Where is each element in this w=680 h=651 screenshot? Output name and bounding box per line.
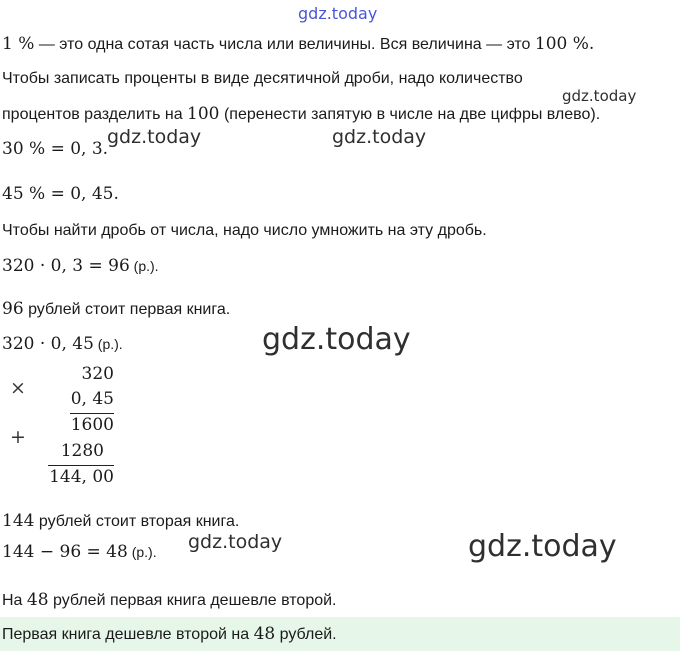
math-inline: 100 bbox=[187, 104, 220, 124]
equation bbox=[2, 333, 123, 356]
answer-box bbox=[0, 617, 680, 651]
math-inline: 144 − 96 = 48 bbox=[2, 542, 128, 562]
sum-rule bbox=[48, 465, 114, 466]
watermark: gdz.today bbox=[562, 87, 637, 105]
math-inline: 144 bbox=[2, 511, 35, 531]
math-inline: 100 %. bbox=[534, 34, 595, 54]
product-result: 144, 00 bbox=[49, 467, 114, 487]
equation bbox=[2, 541, 157, 564]
rule-line bbox=[2, 68, 523, 90]
watermark: gdz.today bbox=[107, 126, 202, 148]
result-line bbox=[2, 298, 230, 321]
definition-line bbox=[2, 33, 594, 56]
math-inline: 1 % bbox=[2, 34, 35, 54]
product-rule bbox=[70, 413, 114, 414]
text-inline: процентов разделить на bbox=[2, 106, 188, 123]
rule-line bbox=[2, 220, 487, 242]
unit: (р.). bbox=[93, 336, 123, 352]
factor-2: 0, 45 bbox=[70, 389, 114, 409]
text-inline: рублей стоит вторая книга. bbox=[34, 513, 240, 530]
text-inline: — это одна сотая часть числа или величины. Вся величина — это bbox=[34, 36, 535, 53]
watermark: gdz.today bbox=[188, 531, 283, 553]
equation bbox=[2, 255, 159, 278]
watermark: gdz.today bbox=[262, 322, 411, 357]
factor-1: 320 bbox=[81, 364, 114, 384]
text-inline: рублей стоит первая книга. bbox=[23, 301, 231, 318]
text-inline: На bbox=[2, 592, 27, 609]
result-line bbox=[2, 510, 239, 533]
math-inline: 96 bbox=[2, 299, 24, 319]
unit: (р.). bbox=[127, 544, 157, 560]
answer-text bbox=[2, 623, 337, 646]
result-line bbox=[2, 589, 337, 612]
math-inline: 48 bbox=[26, 590, 49, 610]
watermark: gdz.today bbox=[332, 126, 427, 148]
equation: 30 % = 0, 3. bbox=[2, 139, 109, 159]
partial-2: 1280 bbox=[60, 441, 104, 461]
rule-line-cont bbox=[2, 103, 600, 126]
text-inline: рублей. bbox=[275, 626, 337, 643]
watermark: gdz.today bbox=[468, 529, 617, 564]
multiply-sign: × bbox=[10, 377, 26, 399]
partial-1: 1600 bbox=[70, 415, 114, 435]
math-inline: 320 · 0, 45 bbox=[2, 334, 94, 354]
text-inline: рублей первая книга дешевле второй. bbox=[48, 592, 337, 609]
equation: 45 % = 0, 45. bbox=[2, 184, 119, 204]
text-inline: Первая книга дешевле второй на bbox=[2, 626, 254, 643]
unit: (р.). bbox=[129, 258, 159, 274]
text-inline: Чтобы найти дробь от числа, надо число умножить на эту дробь. bbox=[2, 222, 487, 239]
plus-sign: + bbox=[10, 426, 26, 448]
watermark-top: gdz.today bbox=[298, 4, 378, 23]
text-inline: Чтобы записать проценты в виде десятичной дроби, надо количество bbox=[2, 70, 523, 87]
text-inline: (перенести запятую в числе на две цифры влево). bbox=[219, 106, 601, 123]
math-inline: 320 · 0, 3 = 96 bbox=[2, 256, 130, 276]
math-inline: 48 bbox=[253, 624, 276, 644]
